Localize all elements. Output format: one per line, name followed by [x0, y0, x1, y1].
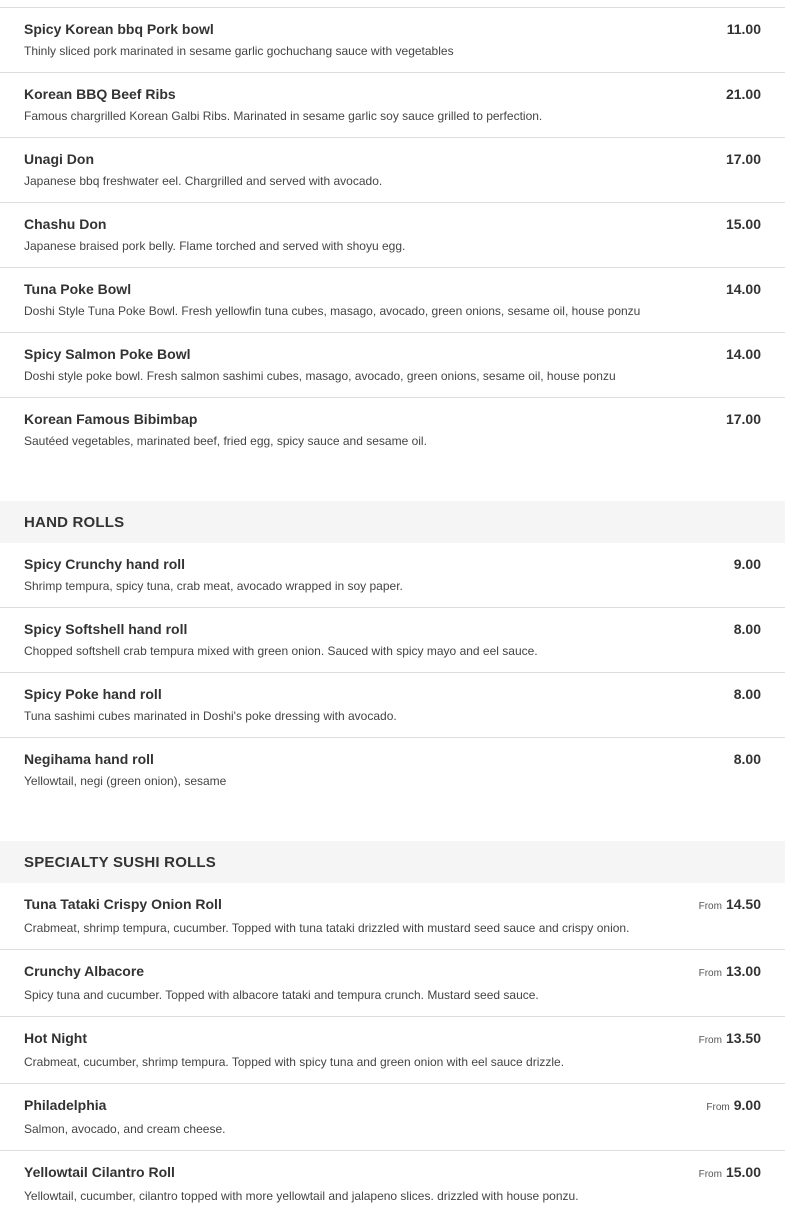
bowls-section	[0, 8, 785, 463]
from-label: From	[706, 1102, 730, 1113]
section-header-specialty-rolls: SPECIALTY SUSHI ROLLS	[0, 841, 785, 883]
price-value: 15.00	[725, 1164, 761, 1180]
item-description: Doshi style poke bowl. Fresh salmon sashimi cubes, masago, avocado, green onions, sesame oil, house ponzu	[24, 369, 616, 383]
item-name: Chashu Don	[24, 216, 107, 232]
hand-rolls-section	[0, 501, 785, 803]
menu-item[interactable]	[0, 608, 785, 673]
item-name: Spicy Crunchy hand roll	[24, 556, 186, 572]
menu-item[interactable]	[0, 738, 785, 803]
item-price	[699, 896, 761, 915]
item-name: Spicy Softshell hand roll	[24, 621, 188, 637]
price-value: 13.00	[725, 963, 761, 979]
item-description: Spicy tuna and cucumber. Topped with albacore tataki and tempura crunch. Mustard seed sauce.	[24, 988, 539, 1002]
menu-item[interactable]	[0, 73, 785, 138]
item-description: Yellowtail, cucumber, cilantro topped with more yellowtail and jalapeno slices. drizzled with house ponzu.	[24, 1189, 579, 1203]
menu-item[interactable]	[0, 1084, 785, 1151]
from-label: From	[698, 968, 722, 979]
menu-item[interactable]	[0, 8, 785, 73]
item-price	[699, 1164, 761, 1183]
menu-item[interactable]	[0, 950, 785, 1017]
section-spacer	[0, 803, 785, 841]
menu-item[interactable]	[0, 883, 785, 950]
item-price: 9.00	[733, 556, 761, 572]
top-divider	[0, 0, 785, 8]
item-price	[699, 963, 761, 982]
item-price: 11.00	[726, 21, 761, 37]
item-name: Yellowtail Cilantro Roll	[24, 1164, 175, 1180]
item-name: Korean Famous Bibimbap	[24, 411, 198, 427]
menu-item[interactable]	[0, 1017, 785, 1084]
item-name: Spicy Korean bbq Pork bowl	[24, 21, 214, 37]
section-header-hand-rolls: HAND ROLLS	[0, 501, 785, 543]
item-price	[706, 1097, 761, 1116]
item-price: 14.00	[725, 281, 761, 297]
specialty-rolls-section	[0, 841, 785, 1214]
item-price: 17.00	[725, 411, 761, 427]
item-description: Chopped softshell crab tempura mixed with green onion. Sauced with spicy mayo and eel sauce.	[24, 644, 538, 658]
item-price: 8.00	[733, 621, 761, 637]
item-price: 21.00	[725, 86, 761, 102]
menu-item[interactable]	[0, 333, 785, 398]
item-price: 14.00	[725, 346, 761, 362]
menu-item[interactable]	[0, 268, 785, 333]
item-description: Japanese bbq freshwater eel. Chargrilled and served with avocado.	[24, 174, 383, 188]
price-value: 14.50	[725, 896, 761, 912]
item-price: 8.00	[733, 686, 761, 702]
item-name: Philadelphia	[24, 1097, 107, 1113]
item-description: Sautéed vegetables, marinated beef, fried egg, spicy sauce and sesame oil.	[24, 434, 427, 448]
item-name: Tuna Tataki Crispy Onion Roll	[24, 896, 222, 912]
item-name: Tuna Poke Bowl	[24, 281, 132, 297]
item-description: Japanese braised pork belly. Flame torched and served with shoyu egg.	[24, 239, 406, 253]
item-description: Famous chargrilled Korean Galbi Ribs. Marinated in sesame garlic soy sauce grilled to perfection.	[24, 109, 543, 123]
item-description: Thinly sliced pork marinated in sesame garlic gochuchang sauce with vegetables	[24, 44, 454, 58]
item-description: Doshi Style Tuna Poke Bowl. Fresh yellowfin tuna cubes, masago, avocado, green onions, sesame oil, house ponzu	[24, 304, 641, 318]
item-price: 15.00	[725, 216, 761, 232]
item-price	[699, 1030, 761, 1049]
item-name: Unagi Don	[24, 151, 94, 167]
item-description: Tuna sashimi cubes marinated in Doshi's poke dressing with avocado.	[24, 709, 397, 723]
item-description: Crabmeat, shrimp tempura, cucumber. Topped with tuna tataki drizzled with mustard seed sauce and crispy onion.	[24, 921, 630, 935]
item-description: Crabmeat, cucumber, shrimp tempura. Topped with spicy tuna and green onion with eel sauce drizzle.	[24, 1055, 565, 1069]
item-price: 8.00	[733, 751, 761, 767]
item-name: Hot Night	[24, 1030, 87, 1046]
item-price: 17.00	[725, 151, 761, 167]
from-label: From	[698, 1035, 722, 1046]
item-description: Yellowtail, negi (green onion), sesame	[24, 774, 227, 788]
item-description: Salmon, avocado, and cream cheese.	[24, 1122, 226, 1136]
from-label: From	[698, 1169, 722, 1180]
menu-item[interactable]	[0, 673, 785, 738]
menu-item[interactable]	[0, 138, 785, 203]
from-label: From	[698, 901, 722, 912]
item-name: Negihama hand roll	[24, 751, 154, 767]
item-name: Crunchy Albacore	[24, 963, 145, 979]
item-name: Korean BBQ Beef Ribs	[24, 86, 176, 102]
menu-item[interactable]	[0, 543, 785, 608]
price-value: 9.00	[733, 1097, 761, 1113]
menu-item[interactable]	[0, 1151, 785, 1214]
item-name: Spicy Poke hand roll	[24, 686, 162, 702]
item-name: Spicy Salmon Poke Bowl	[24, 346, 191, 362]
section-spacer	[0, 463, 785, 501]
item-description: Shrimp tempura, spicy tuna, crab meat, avocado wrapped in soy paper.	[24, 579, 403, 593]
menu-item[interactable]	[0, 398, 785, 463]
menu-item[interactable]	[0, 203, 785, 268]
price-value: 13.50	[725, 1030, 761, 1046]
